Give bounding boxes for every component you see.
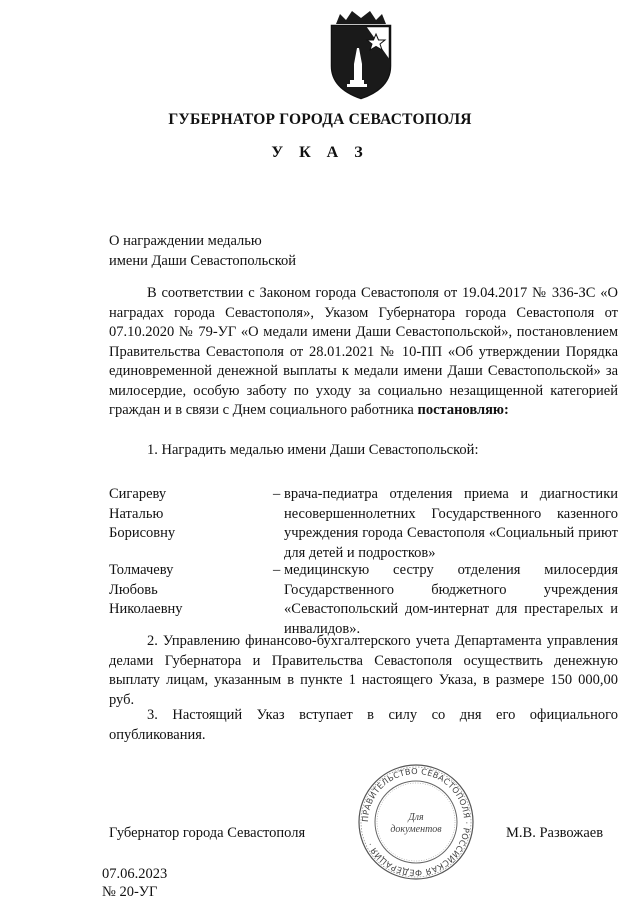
signatory-name: М.В. Развожаев xyxy=(506,825,604,841)
awardee-description: медицинскую сестру отделения милосердия Государственного бюджетного учреждения «Севастопольский дом-интернат для престарелых и инвалидов». xyxy=(284,562,618,637)
item-1: 1. Наградить медалью имени Даши Севастопольской: xyxy=(147,442,479,458)
decree-verb: постановляю: xyxy=(417,402,509,418)
document-type: У К А З xyxy=(271,144,369,161)
item-2-text: 2. Управлению финансово-бухгалтерского учета Департамента управления делами Губернатора и Правительства Севастополя осуществить денежную выплату лицам, указанным в пункте 1 настоящего Указа, в размере 150 000,00 руб. xyxy=(109,633,618,708)
awardee-surname: Сигареву xyxy=(109,486,167,502)
document-number: № 20-УГ xyxy=(102,884,158,900)
signatory-position: Губернатор города Севастополя xyxy=(109,825,306,841)
awardee-patronymic: Николаевну xyxy=(109,601,183,617)
document-date: 07.06.2023 xyxy=(102,866,168,882)
dash-separator: – xyxy=(273,562,281,578)
awardee-surname: Толмачеву xyxy=(109,562,174,578)
seal-center-text: документов xyxy=(390,824,442,835)
item-2 xyxy=(109,632,618,710)
issuing-authority: ГУБЕРНАТОР ГОРОДА СЕВАСТОПОЛЯ xyxy=(168,111,472,128)
awardee-name xyxy=(109,561,259,620)
preamble-text: В соответствии с Законом города Севастополя от 19.04.2017 № 336-ЗС «О наградах города Севастополя», Указом Губернатора города Севастополя от 07.10.2020 № 79-УГ «О медали имени Даши Севастопольской», постановлением Правительства Севастополя от 28.01.2021 № 10-ПП «Об утверждении Порядка единовременной денежной выплаты к медали имени Даши Севастопольской» за милосердие, особую заботу по уходу за социально незащищенной категорией граждан и в связи с Днем социального работника xyxy=(109,285,618,418)
awardee-first-name: Наталью xyxy=(109,505,164,522)
official-seal xyxy=(356,762,476,882)
item-3 xyxy=(109,706,618,745)
awardee-first-name: Любовь xyxy=(109,581,158,598)
sevastopol-coat-of-arms-icon xyxy=(322,8,400,100)
preamble xyxy=(109,284,618,421)
dash-separator: – xyxy=(273,486,281,502)
subject-line: О награждении медалью xyxy=(109,233,262,249)
awardee-name xyxy=(109,485,259,544)
awardee-description: врача-педиатра отделения приема и диагностики несовершеннолетних Государственного казенного учреждения города Севастополя «Социальный приют для детей и подростков» xyxy=(284,486,618,561)
item-3-text: 3. Настоящий Указ вступает в силу со дня его официального опубликования. xyxy=(109,707,618,743)
seal-center-text: Для xyxy=(408,812,424,823)
awardee-patronymic: Борисовну xyxy=(109,525,176,541)
seal-ring-text: ПРАВИТЕЛЬСТВО СЕВАСТОПОЛЯ · РОССИЙСКАЯ ФЕДЕРАЦИЯ · xyxy=(359,765,473,879)
subject-line: имени Даши Севастопольской xyxy=(109,253,297,269)
decree-subject xyxy=(109,231,296,271)
